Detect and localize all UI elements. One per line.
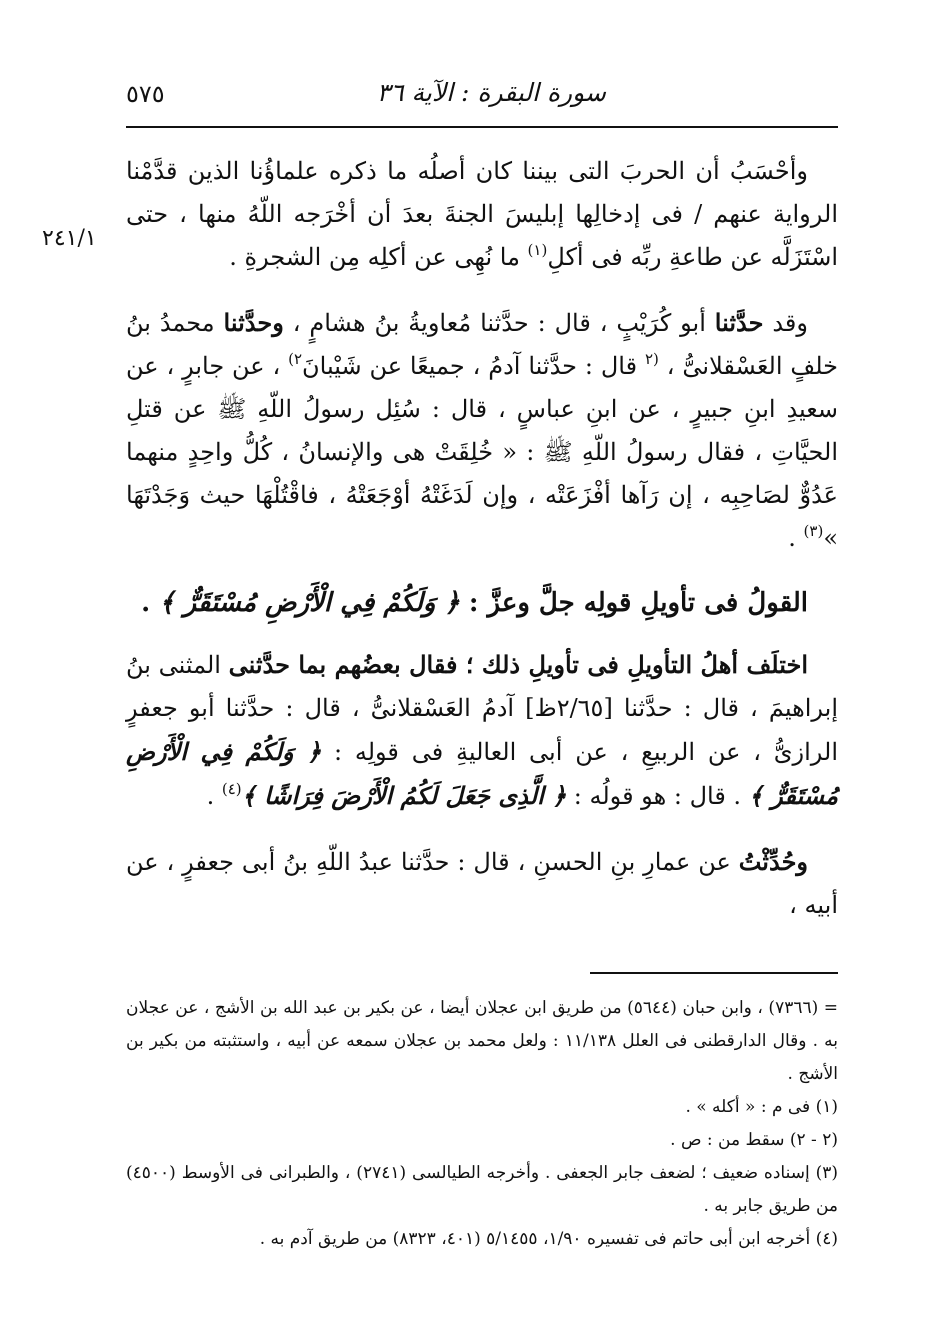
footnote-3: (٣) إسناده ضعيف ؛ لضعف جابر الجعفى . وأخرجه الطيالسى (٢٧٤١) ، والطبرانى فى الأوسط (٤٥٠٠) من طريق جابر به . (126, 1163, 838, 1216)
text-run: . قال : هو قولُه : (566, 782, 749, 810)
page-number: ٥٧٥ (126, 80, 165, 108)
footnote-2: (٢ - ٢) سقط من : ص . (670, 1130, 838, 1150)
text-run: . (206, 782, 222, 810)
text-run: ما نُهِى عن أكلِه مِن الشجرةِ . (229, 243, 528, 271)
bold-run: وحدَّثنا (223, 308, 284, 337)
footnote-rule (590, 972, 838, 974)
paragraph-4 (126, 840, 838, 927)
text-run: المثنى بنُ إبراهيمَ ، قال : حدَّثنا [٢/٦٥ظ] آدمُ العَسْقلانىُّ ، قال : حدَّثنا أبو جعفرٍ الرازىُّ ، عن الربيعِ ، عن أبى العاليةِ فى قولِه : (126, 651, 838, 766)
footnote-ref-4: (٤) (221, 780, 242, 798)
text-run: وقد (763, 309, 808, 337)
footnote-1: (١) فى م : « أكله » . (685, 1097, 838, 1117)
main-text (126, 150, 838, 927)
footnote-4: (٤) أخرجه ابن أبى حاتم فى تفسيره ١/٩٠، ٥/١٤٥٥ (٤٠١، ٨٣٢٣) من طريق آدم به . (259, 1229, 838, 1249)
quran-quote: ﴿ وَلَكُمْ فِي الْأَرْضِ مُسْتَقَرٌّ ﴾ (126, 737, 838, 810)
header-rule (126, 126, 838, 128)
heading-text: القولُ فى تأويلِ قولِه جلَّ وعزَّ : (459, 588, 808, 618)
margin-reference: ٢٤١/١ (42, 226, 97, 251)
running-title: سورة البقرة : الآية ٣٦ (376, 78, 606, 107)
text-run: محمدُ بنُ خلفٍ العَسْقلانىُّ ، (126, 309, 839, 380)
footnotes (126, 992, 838, 1256)
footnote-ref-2-end: ٢) (288, 350, 303, 368)
heading-text: . (141, 588, 160, 618)
paragraph-1 (126, 150, 838, 279)
bold-run: وحُدِّثْتُ (738, 847, 808, 876)
footnote-ref-3: (٣) (803, 522, 824, 540)
quran-quote: ﴿ وَلَكُمْ فِي الْأَرْضِ مُسْتَقَرٌّ ﴾ (159, 588, 460, 618)
footnote-ref-1: (١) (527, 241, 548, 259)
running-header (126, 78, 838, 118)
footnote-continuation: = (٧٣٦٦) ، وابن حبان (٥٦٤٤) من طريق ابن عجلان أيضا ، عن بكير بن عبد الله بن الأشج ، عن عجلان به . وقال الدارقطنى فى العلل ١١/١٣٨ : ولعل محمد بن عجلان سمعه عن أبيه ، واستثبته من بكير بن الأشج . (126, 998, 838, 1084)
text-run: قال : حدَّثنا آدمُ ، جميعًا عن شَيْبانَ (302, 352, 645, 380)
bold-run: حدَّثنا (714, 308, 764, 337)
text-run: وأحْسَبُ أن الحربَ التى بيننا كان أصلُه ما ذكره علماؤُنا الذين قدَّمْنا الرواية عنهم / فى إدخالِها إبليسَ الجنةَ بعدَ أن أخْرَجه اللّهُ منها ، حتى اسْتَزَلَّه عن طاعةِ ربِّه فى أكلِ (126, 157, 838, 271)
text-run: ، عن جابرٍ ، عن سعيدِ ابنِ جبيرٍ ، عن ابنِ عباسٍ ، قال : سُئِل رسولُ اللّهِ ﷺ عن قتلِ الحيَّاتِ ، فقال رسولُ اللّهِ ﷺ : « خُلِقَتْ هى والإنسانُ ، كُلُّ واحِدٍ منهما عَدُوٌّ لصَاحِبِه ، إن رَآها أفْزَعَتْه ، وإن لَدَغَتْهُ أوْجَعَتْهُ ، فاقْتُلْهَا حيث وَجَدْتَهَا » (126, 352, 838, 552)
paragraph-3 (126, 643, 838, 818)
bold-run: اختلَف أهلُ التأويلِ فى تأويلِ ذلك ؛ فقال بعضُهم بما حدَّثنى (228, 650, 808, 679)
text-run: . (788, 524, 804, 552)
text-run: أبو كُرَيْبٍ ، قال : حدَّثنا مُعاويةُ بنُ هشامٍ ، (283, 309, 715, 337)
text-run: عن عمارِ بنِ الحسنِ ، قال : حدَّثنا عبدُ اللّهِ بنُ أبى جعفرٍ ، عن أبيه ، (126, 848, 838, 919)
quran-quote: ﴿ الَّذِى جَعَلَ لَكُمُ الْأَرْضَ فِرَاشًا ﴾ (241, 781, 567, 810)
section-heading (126, 582, 838, 625)
footnote-ref-2-start: (٢ (644, 350, 659, 368)
paragraph-2 (126, 301, 838, 560)
